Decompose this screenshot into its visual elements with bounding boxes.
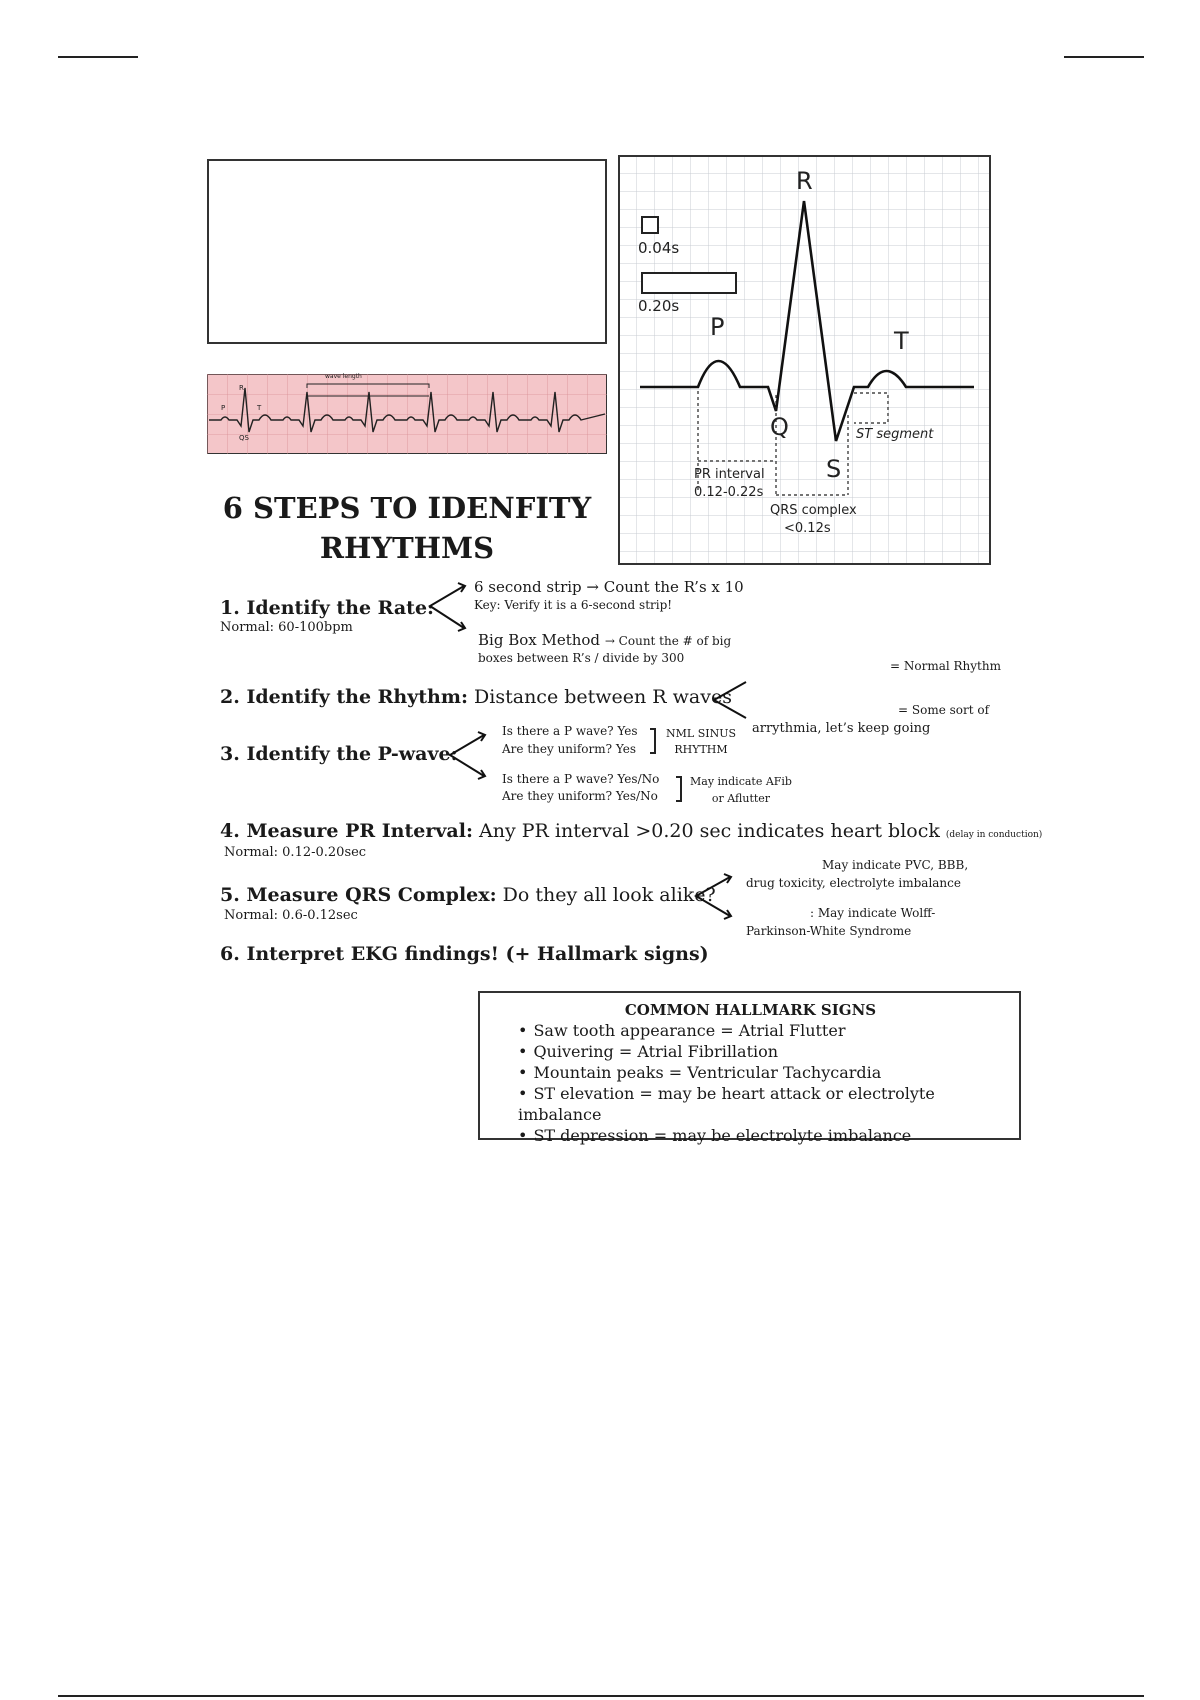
step1-option-a-sub: Key: Verify it is a 6-second strip! (474, 598, 673, 612)
step1-sub: Normal: 60-100bpm (220, 620, 353, 635)
step3-result-b (690, 773, 792, 807)
strip-label-t: T (257, 404, 262, 412)
ekg-strip-graphic (207, 374, 607, 454)
s-wave-label: S (826, 455, 842, 483)
step5-option-b1: : May indicate Wolff- (810, 906, 936, 920)
hallmark-item: • Saw tooth appearance = Atrial Flutter (518, 1020, 983, 1041)
step2-option-b2: arrythmia, let’s keep going (752, 721, 931, 736)
hallmark-box (478, 991, 1021, 1145)
qrs-complex-label: QRS complex (770, 503, 857, 518)
step4-title-text: 4. Measure PR Interval: (220, 820, 473, 842)
page-title (207, 488, 607, 568)
step5-option-a2: drug toxicity, electrolyte imbalance (746, 876, 961, 890)
step1-option-b (478, 631, 731, 649)
step3-option-a1: Is there a P wave? Yes (502, 724, 638, 738)
hallmark-item: • Quivering = Atrial Fibrillation (518, 1041, 983, 1062)
strip-bottom-label: QS (239, 434, 249, 442)
step1-option-a: 6 second strip → Count the R’s x 10 (474, 578, 744, 596)
step3-result-b2: or Aflutter (711, 792, 771, 805)
step1-arrows (424, 580, 470, 636)
step5-title-text: 5. Measure QRS Complex: (220, 884, 497, 906)
step3-option-b1: Is there a P wave? Yes/No (502, 772, 660, 786)
hallmark-list (518, 1020, 983, 1146)
step5-option-b2: Parkinson-White Syndrome (746, 924, 912, 938)
step3-bracket-a (650, 728, 656, 754)
qrs-range-label: <0.12s (784, 521, 831, 536)
hallmark-item: • ST elevation = may be heart attack or electrolyte imbalance (518, 1083, 983, 1125)
step5-sub: Normal: 0.6-0.12sec (224, 908, 358, 923)
step3-arrows (444, 730, 490, 782)
step2-option-b1: = Some sort of (898, 703, 990, 717)
step3-option-b2: Are they uniform? Yes/No (502, 789, 658, 803)
step1-title-text: 1. Identify the Rate: (220, 597, 435, 619)
page-title-line1: 6 STEPS TO IDENFITY (222, 491, 592, 525)
big-box-label: 0.20s (638, 297, 680, 315)
step5-option-a1: May indicate PVC, BBB, (822, 858, 969, 872)
step2-title (220, 686, 732, 708)
step4-note: (delay in conduction) (945, 830, 1043, 840)
step3-result-a2: RHYTHM (674, 743, 728, 756)
step5-arrows (690, 872, 736, 922)
step4-sub: Normal: 0.12-0.20sec (224, 845, 367, 860)
step3-bracket-b (676, 776, 682, 802)
p-wave-label: P (710, 313, 725, 341)
step4-title (220, 820, 1042, 842)
step5-title (220, 884, 716, 906)
blank-image-box (207, 159, 607, 344)
t-wave-label: T (894, 327, 909, 355)
step3-result-a (666, 726, 736, 758)
step6-title-text: 6. Interpret EKG findings! (+ Hallmark signs) (220, 943, 709, 965)
step2-arrows (710, 678, 750, 722)
q-wave-label: Q (770, 413, 789, 441)
strip-label-p: P (221, 404, 226, 412)
step3-option-a2: Are they uniform? Yes (502, 742, 637, 756)
step1-option-b-sub: boxes between R’s / divide by 300 (478, 651, 685, 665)
small-box-label: 0.04s (638, 239, 680, 257)
step5-title-rest: Do they all look alike? (502, 884, 716, 906)
pr-range-label: 0.12-0.22s (694, 485, 764, 500)
step3-result-b1: May indicate AFib (690, 775, 792, 788)
pr-interval-label: PR interval (694, 467, 765, 482)
hallmark-item: • ST depression = may be electrolyte imbalance (518, 1125, 983, 1146)
bottom-rule (58, 1695, 1144, 1697)
step2-option-a: = Normal Rhythm (890, 659, 1001, 673)
step2-title-rest: Distance between R waves (474, 686, 732, 708)
strip-top-label: wave length (325, 373, 362, 380)
step6-title (220, 943, 709, 965)
r-wave-label: R (796, 167, 813, 195)
step1-title (220, 597, 434, 619)
ekg-strip (207, 374, 607, 454)
st-segment-label: ST segment (856, 427, 934, 442)
step4-title-rest: Any PR interval >0.20 sec indicates heart block (479, 820, 940, 842)
hallmark-heading: COMMON HALLMARK SIGNS (624, 1001, 877, 1019)
top-left-rule (58, 56, 138, 58)
step3-result-a1: NML SINUS (666, 727, 737, 740)
step1-option-b-main: Big Box Method (478, 631, 601, 649)
step1-option-b-arrow: → Count the # of big (604, 634, 732, 648)
step2-title-text: 2. Identify the Rhythm: (220, 686, 468, 708)
hallmark-item: • Mountain peaks = Ventricular Tachycardia (518, 1062, 983, 1083)
page-title-line2: RHYTHMS (319, 531, 495, 565)
strip-label-r: R (239, 384, 244, 392)
ekg-diagram (618, 155, 991, 565)
step3-title (220, 743, 458, 765)
top-right-rule (1064, 56, 1144, 58)
step3-title-text: 3. Identify the P-wave: (220, 743, 458, 765)
